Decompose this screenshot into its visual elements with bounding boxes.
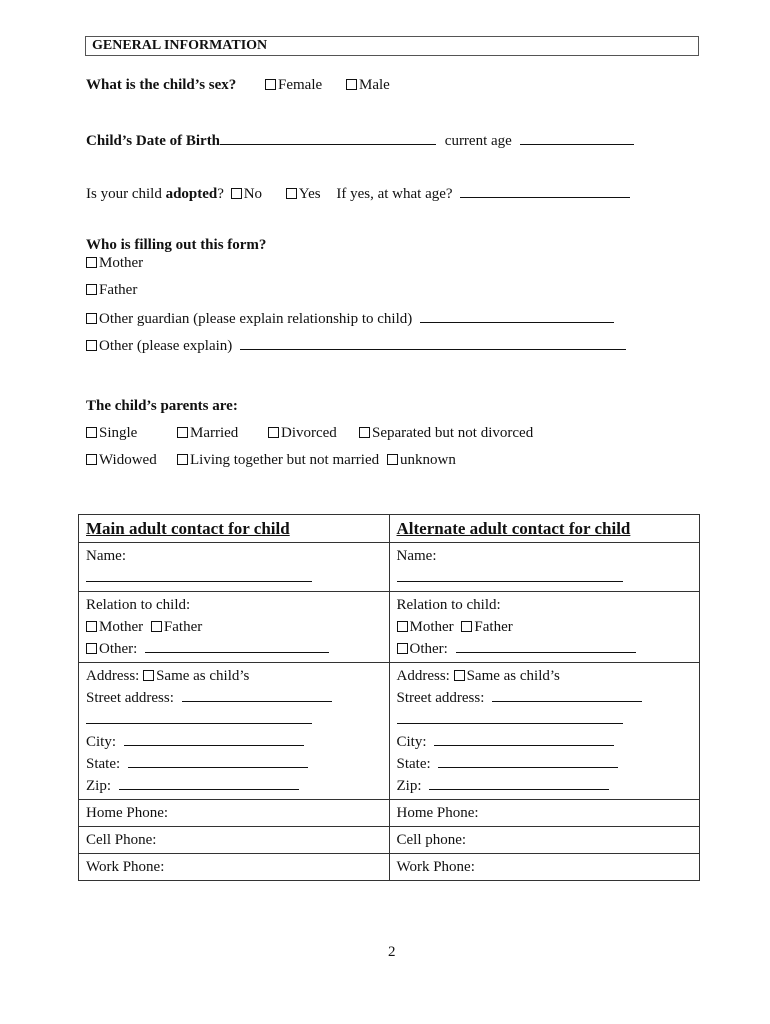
- alternate-state-label: State:: [396, 756, 431, 772]
- dob-label: Child’s Date of Birth: [86, 133, 221, 149]
- alternate-cell-phone[interactable]: Cell phone:: [389, 827, 700, 854]
- main-home-phone[interactable]: Home Phone:: [79, 800, 390, 827]
- sex-question: What is the child’s sex?: [86, 77, 237, 93]
- checkbox-filler-other[interactable]: [86, 340, 97, 351]
- adopted-age-field[interactable]: [460, 183, 630, 198]
- checkbox-alternate-other[interactable]: [397, 643, 408, 654]
- checkbox-main-mother[interactable]: [86, 621, 97, 632]
- contacts-home-phone-row: [79, 800, 700, 827]
- main-street-label: Street address:: [86, 690, 174, 706]
- current-age-label: current age: [444, 133, 512, 149]
- sex-male-option[interactable]: Male: [346, 76, 390, 94]
- main-state-field[interactable]: [128, 753, 308, 768]
- checkbox-living-together[interactable]: [177, 454, 188, 465]
- parents-option-separated[interactable]: Separated but not divorced: [359, 424, 533, 442]
- filler-option-father[interactable]: Father: [86, 281, 137, 299]
- contacts-table: [78, 514, 700, 881]
- checkbox-alternate-mother[interactable]: [397, 621, 408, 632]
- main-street-field[interactable]: [182, 687, 332, 702]
- contacts-name-row: [79, 543, 700, 592]
- parents-option-single[interactable]: Single: [86, 424, 137, 442]
- parents-option-widowed[interactable]: Widowed: [86, 451, 157, 469]
- alternate-name-label: Name:: [396, 548, 437, 564]
- filler-option-other[interactable]: Other (please explain): [86, 335, 626, 355]
- checkbox-male[interactable]: [346, 79, 357, 90]
- alternate-relation-cell: Relation to child: Mother Father Other:: [389, 592, 700, 663]
- alternate-contact-heading: Alternate adult contact for child: [389, 515, 700, 543]
- main-cell-phone[interactable]: Cell Phone:: [79, 827, 390, 854]
- filler-question: Who is filling out this form?: [86, 237, 267, 253]
- filler-option-other-guardian[interactable]: Other guardian (please explain relationship to child): [86, 308, 614, 328]
- sex-female-option[interactable]: Female: [265, 76, 322, 94]
- parents-question: The child’s parents are:: [86, 398, 238, 414]
- main-city-field[interactable]: [124, 731, 304, 746]
- main-zip-field[interactable]: [119, 775, 299, 790]
- checkbox-main-other[interactable]: [86, 643, 97, 654]
- checkbox-divorced[interactable]: [268, 427, 279, 438]
- alternate-name-cell: [389, 543, 700, 592]
- checkbox-female[interactable]: [265, 79, 276, 90]
- other-explain-field[interactable]: [240, 335, 626, 350]
- adopted-row: Is your child adopted? No Yes If yes, at what age?: [86, 183, 630, 203]
- adopted-age-label: If yes, at what age?: [336, 186, 453, 202]
- main-state-label: State:: [86, 756, 121, 772]
- checkbox-main-same-as[interactable]: [143, 670, 154, 681]
- alternate-address-label: Address:: [396, 668, 450, 684]
- main-address-label: Address:: [86, 668, 140, 684]
- alternate-street-field[interactable]: [492, 687, 642, 702]
- contacts-header-row: [79, 515, 700, 543]
- filler-option-mother[interactable]: Mother: [86, 254, 143, 272]
- alternate-work-phone[interactable]: Work Phone:: [389, 854, 700, 881]
- alternate-relation-label: Relation to child:: [396, 597, 501, 613]
- checkbox-single[interactable]: [86, 427, 97, 438]
- other-guardian-field[interactable]: [420, 308, 614, 323]
- dob-field[interactable]: [220, 130, 436, 145]
- checkbox-filler-other-guardian[interactable]: [86, 313, 97, 324]
- alternate-address-cell: Address: Same as child’s Street address: City: State: Zip:: [389, 663, 700, 800]
- checkbox-adopted-yes[interactable]: [286, 188, 297, 199]
- checkbox-married[interactable]: [177, 427, 188, 438]
- checkbox-filler-father[interactable]: [86, 284, 97, 295]
- main-name-label: Name:: [86, 548, 126, 564]
- checkbox-widowed[interactable]: [86, 454, 97, 465]
- dob-row: [86, 130, 634, 150]
- contacts-relation-row: [79, 592, 700, 663]
- page-number: 2: [388, 944, 396, 960]
- checkbox-adopted-no[interactable]: [231, 188, 242, 199]
- main-relation-label: Relation to child:: [86, 597, 191, 613]
- alternate-zip-field[interactable]: [429, 775, 609, 790]
- contacts-work-phone-row: [79, 854, 700, 881]
- alternate-home-phone[interactable]: Home Phone:: [389, 800, 700, 827]
- alternate-street-label: Street address:: [396, 690, 485, 706]
- checkbox-alternate-father[interactable]: [461, 621, 472, 632]
- main-other-field[interactable]: [145, 638, 329, 653]
- main-street-field-2[interactable]: [86, 709, 312, 724]
- alternate-other-field[interactable]: [456, 638, 636, 653]
- parents-option-married[interactable]: Married: [177, 424, 238, 442]
- main-name-field[interactable]: [86, 567, 312, 582]
- parents-option-living-together[interactable]: Living together but not married: [177, 451, 379, 469]
- main-work-phone[interactable]: Work Phone:: [79, 854, 390, 881]
- checkbox-unknown[interactable]: [387, 454, 398, 465]
- parents-option-divorced[interactable]: Divorced: [268, 424, 337, 442]
- adopted-keyword: adopted: [165, 186, 218, 202]
- main-contact-heading: Main adult contact for child: [79, 515, 390, 543]
- current-age-field[interactable]: [520, 130, 634, 145]
- alternate-name-field[interactable]: [397, 567, 623, 582]
- alternate-city-field[interactable]: [434, 731, 614, 746]
- alternate-zip-label: Zip:: [396, 778, 422, 794]
- contacts-address-row: [79, 663, 700, 800]
- section-header: [85, 36, 699, 56]
- main-address-cell: Address: Same as child’s Street address: City: State: Zip:: [79, 663, 390, 800]
- checkbox-main-father[interactable]: [151, 621, 162, 632]
- alternate-city-label: City:: [396, 734, 427, 750]
- checkbox-separated[interactable]: [359, 427, 370, 438]
- parents-option-unknown[interactable]: unknown: [387, 451, 456, 469]
- alternate-state-field[interactable]: [438, 753, 618, 768]
- alternate-street-field-2[interactable]: [397, 709, 623, 724]
- main-zip-label: Zip:: [86, 778, 111, 794]
- contacts-cell-phone-row: [79, 827, 700, 854]
- main-city-label: City:: [86, 734, 117, 750]
- main-name-cell: [79, 543, 390, 592]
- main-relation-cell: Relation to child: Mother Father Other:: [79, 592, 390, 663]
- section-header-title: GENERAL INFORMATION: [92, 38, 268, 53]
- checkbox-alternate-same-as[interactable]: [454, 670, 465, 681]
- checkbox-filler-mother[interactable]: [86, 257, 97, 268]
